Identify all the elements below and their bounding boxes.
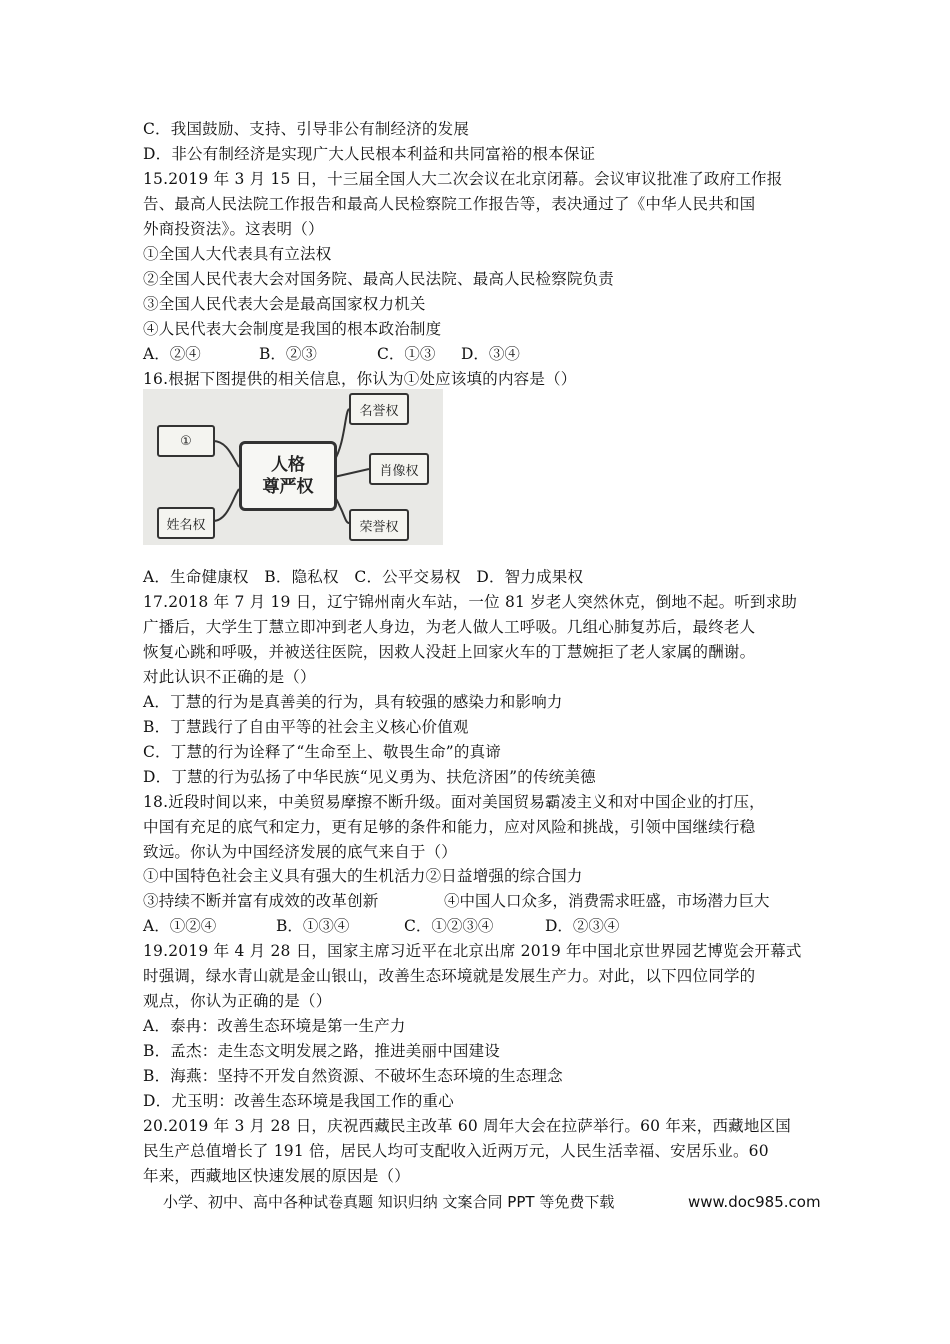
q15-option-b: B．②③ — [259, 345, 317, 363]
name-right-label: 姓名权 — [166, 517, 206, 533]
statement-line: ②全国人民代表大会对国务院、最高人民法院、最高人民检察院负责 — [143, 270, 615, 288]
question-15-text: 外商投资法》。这表明（） — [143, 220, 324, 238]
q18-option-a: A．①②④ — [143, 917, 217, 935]
question-20-text: 20.2019 年 3 月 28 日，庆祝西藏民主改革 60 周年大会在拉萨举行。60 年来，西藏地区国 — [143, 1117, 791, 1135]
portrait-right-label: 肖像权 — [379, 463, 419, 479]
statement-line: ④中国人口众多，消费需求旺盛，市场潜力巨大 — [444, 892, 770, 910]
statement-line: ③全国人民代表大会是最高国家权力机关 — [143, 295, 426, 313]
portrait-right-node — [369, 453, 429, 485]
option-line: C．我国鼓励、支持、引导非公有制经济的发展 — [143, 120, 470, 138]
option-line: A．丁慧的行为是真善美的行为，具有较强的感染力和影响力 — [143, 693, 563, 711]
question-20-text: 年来，西藏地区快速发展的原因是（） — [143, 1167, 410, 1185]
question-17-text: 广播后，大学生丁慧立即冲到老人身边，为老人做人工呼吸。几组心肺复苏后，最终老人 — [143, 618, 756, 636]
q15-option-d: D．③④ — [461, 345, 520, 363]
footer-text: 小学、初中、高中各种试卷真题 知识归纳 文案合同 PPT 等免费下载 — [163, 1193, 615, 1211]
question-18-text: 中国有充足的底气和定力，更有足够的条件和能力，应对风险和挑战，引领中国继续行稳 — [143, 818, 756, 836]
statement-line: ①全国人大代表具有立法权 — [143, 245, 332, 263]
statement-line: ①中国特色社会主义具有强大的生机活力②日益增强的综合国力 — [143, 867, 583, 885]
page-footer — [163, 1192, 821, 1212]
question-19-text: 时强调，绿水青山就是金山银山，改善生态环境就是发展生产力。对此，以下四位同学的 — [143, 967, 756, 985]
option-line: B．孟杰：走生态文明发展之路，推进美丽中国建设 — [143, 1042, 500, 1060]
honor-right-label: 荣誉权 — [359, 519, 399, 535]
question-18-text: 致远。你认为中国经济发展的底气来自于（） — [143, 843, 458, 861]
q18-option-d: D．②③④ — [545, 917, 620, 935]
question-18-text: 18.近段时间以来，中美贸易摩擦不断升级。面对美国贸易霸凌主义和对中国企业的打压， — [143, 793, 765, 811]
q18-option-c: C．①②③④ — [404, 917, 494, 935]
q18-option-b: B．①③④ — [276, 917, 350, 935]
question-15-text: 告、最高人民法院工作报告和最高人民检察院工作报告等，表决通过了《中华人民共和国 — [143, 195, 756, 213]
option-line: D．非公有制经济是实现广大人民根本利益和共同富裕的根本保证 — [143, 145, 596, 163]
q16-options: A．生命健康权 B．隐私权 C．公平交易权 D．智力成果权 — [143, 568, 584, 586]
reputation-right-node — [349, 393, 409, 425]
q15-option-a: A．②④ — [143, 345, 201, 363]
statement-line: ③持续不断并富有成效的改革创新 — [143, 892, 379, 910]
blank-node-1 — [157, 425, 215, 457]
option-line: D．丁慧的行为弘扬了中华民族“见义勇为、扶危济困”的传统美德 — [143, 768, 596, 786]
question-19-text: 观点，你认为正确的是（） — [143, 992, 332, 1010]
question-20-text: 民生产总值增长了 191 倍，居民人均可支配收入近两万元，人民生活幸福、安居乐业。60 — [143, 1142, 769, 1160]
option-line: C．丁慧的行为诠释了“生命至上、敬畏生命”的真谛 — [143, 743, 502, 761]
q15-option-c: C．①③ — [377, 345, 436, 363]
option-line: B．海燕：坚持不开发自然资源、不破坏生态环境的生态理念 — [143, 1067, 563, 1085]
question-15-text: 15.2019 年 3 月 15 日，十三届全国人大二次会议在北京闭幕。会议审议批准了政府工作报 — [143, 170, 783, 188]
question-17-text: 恢复心跳和呼吸，并被送往医院，因救人没赶上回家火车的丁慧婉拒了老人家属的酬谢。 — [143, 643, 756, 661]
question-17-text: 17.2018 年 7 月 19 日，辽宁锦州南火车站，一位 81 岁老人突然休克，倒地不起。听到求助 — [143, 593, 798, 611]
center-node-line2: 尊严权 — [262, 477, 314, 497]
center-node-line1: 人格 — [271, 455, 305, 475]
question-19-text: 19.2019 年 4 月 28 日，国家主席习近平在北京出席 2019 年中国北京世界园艺博览会开幕式 — [143, 942, 802, 960]
question-17-text: 对此认识不正确的是（） — [143, 668, 316, 686]
reputation-right-label: 名誉权 — [359, 403, 399, 419]
option-line: A．泰冉：改善生态环境是第一生产力 — [143, 1017, 406, 1035]
footer-url[interactable]: www.doc985.com — [688, 1193, 821, 1211]
blank-node-label: ① — [180, 433, 192, 449]
question-16-text: 16.根据下图提供的相关信息，你认为①处应该填的内容是（） — [143, 370, 577, 388]
honor-right-node — [349, 509, 409, 541]
statement-line: ④人民代表大会制度是我国的根本政治制度 — [143, 320, 442, 338]
center-node — [239, 441, 337, 511]
name-right-node — [157, 507, 215, 539]
option-line: D．尤玉明：改善生态环境是我国工作的重心 — [143, 1092, 454, 1110]
option-line: B．丁慧践行了自由平等的社会主义核心价值观 — [143, 718, 469, 736]
dignity-rights-diagram — [143, 389, 443, 545]
